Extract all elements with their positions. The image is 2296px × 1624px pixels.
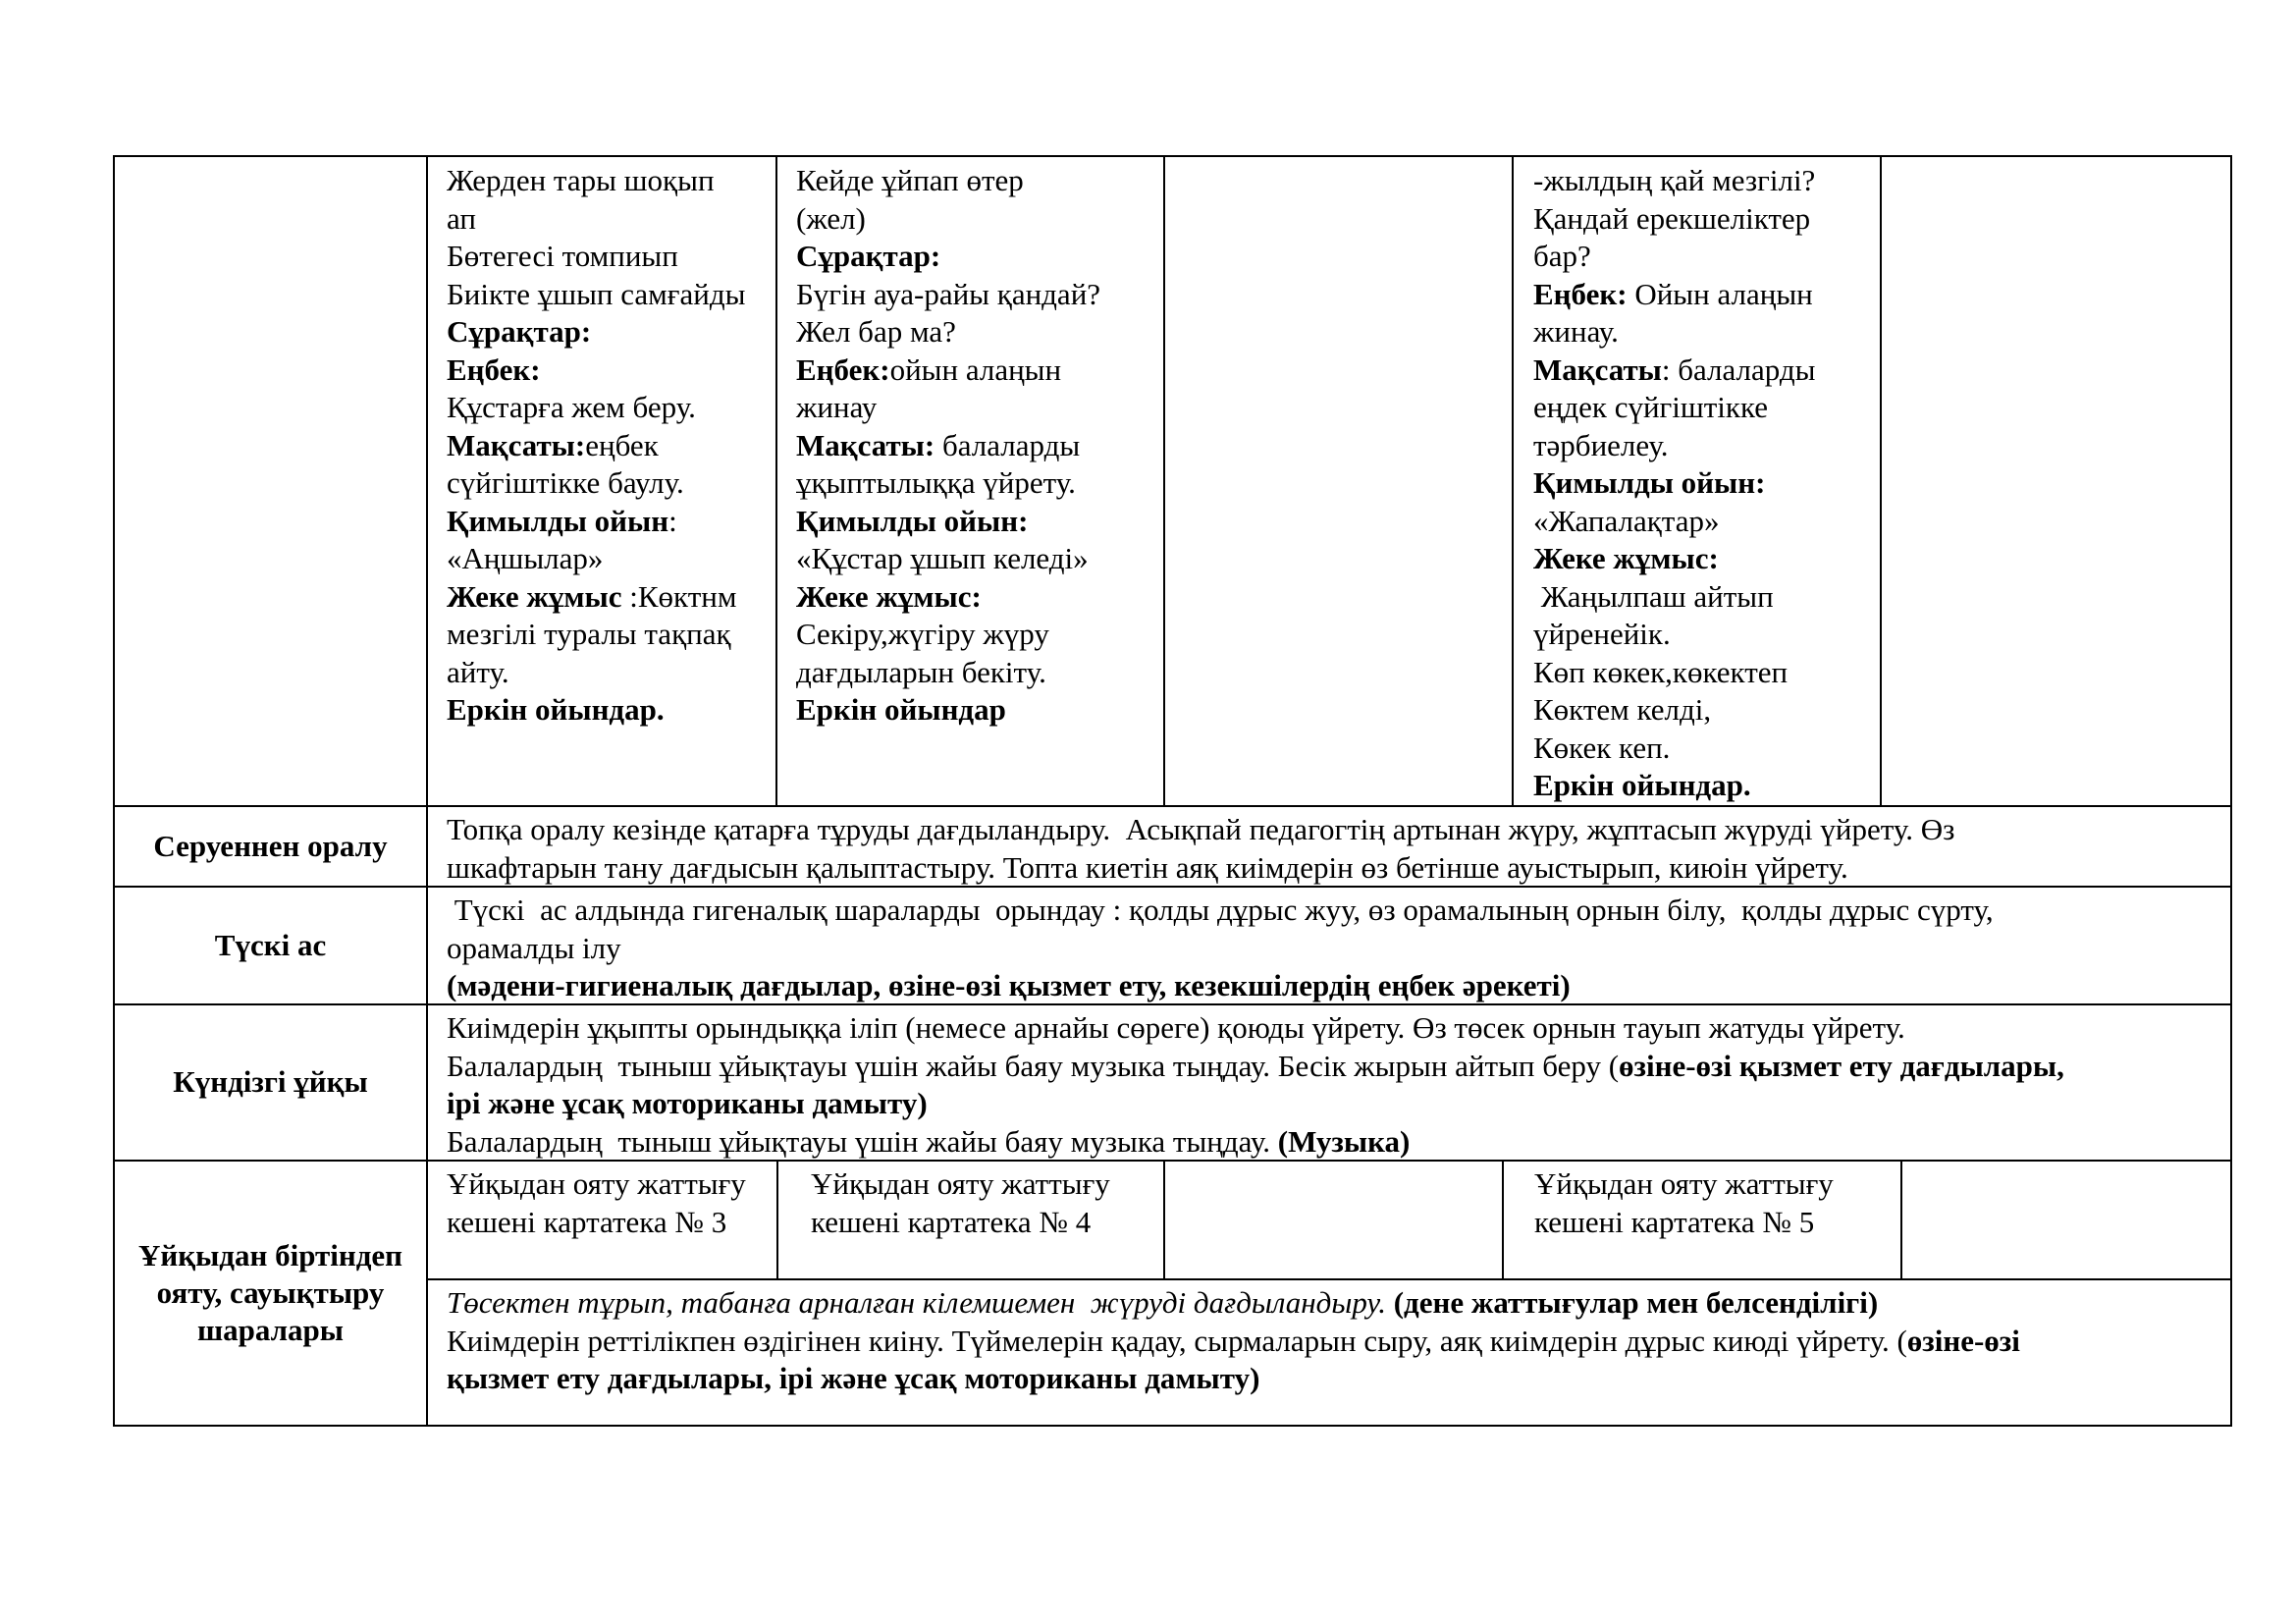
walk-thursday-cell-line <box>1533 313 1879 352</box>
wake-content-line <box>447 1323 2223 1361</box>
text: «Жапалақтар» <box>1533 503 1720 538</box>
text: Ойын алаңын <box>1634 276 1813 311</box>
bold-text: Сұрақтар: <box>447 314 592 349</box>
text: Түскі ас алдында гигеналық шараларды орындау : қолды дұрыс жуу, өз орамалының орнын білу, қолды дұрыс сүрту, <box>447 893 1994 927</box>
wake-label-line-1: Ұйқыдан біртіндеп <box>137 1238 403 1272</box>
bold-text: (Музыка) <box>1277 1123 1411 1159</box>
walk-tuesday-cell-line <box>796 503 1164 541</box>
walk-monday-cell-line <box>447 578 775 617</box>
walk-monday-cell-line <box>447 503 775 541</box>
sleep-content-line <box>447 1048 2223 1086</box>
walk-thursday-cell-line <box>1533 654 1879 692</box>
walk-tuesday-cell-line <box>796 352 1164 390</box>
text: Төсектен тұрып, табанға арналған кілемшемен жүруді дағдыландыру. <box>447 1285 1394 1320</box>
walk-thursday-cell-line <box>1533 276 1879 314</box>
text: -жылдың қай мезгілі? <box>1533 163 1816 197</box>
walk-thursday-cell-line <box>1533 691 1879 730</box>
text: Киімдерін реттілікпен өздігінен киіну. Түймелерін қадау, сырмаларын сыру, аяқ киімдерін дұрыс киюді үйрету. ( <box>447 1323 1907 1358</box>
text: үйренейік. <box>1533 617 1671 651</box>
bold-text: (мәдени-гигиеналық дағдылар, өзіне-өзі қызмет ету, кезекшілердің еңбек әрекеті) <box>447 968 1571 1002</box>
text: Бөтегесі томпиып <box>447 239 678 273</box>
walk-thursday-cell-line <box>1533 730 1879 768</box>
text: сүйгіштікке баулу. <box>447 465 684 500</box>
walk-tuesday-cell-line <box>796 540 1164 578</box>
lunch-content-line <box>447 967 2223 1005</box>
label-column-divider <box>426 155 428 1427</box>
text: :Көктнм <box>629 578 737 614</box>
wake-content-line <box>447 1360 2223 1398</box>
walk-thursday-cell-line <box>1533 767 1879 805</box>
text: Киімдерін ұқыпты орындыққа іліп (немесе арнайы сөреге) қоюды үйрету. Өз төсек орнын тауып жатуды үйрету. <box>447 1010 1905 1045</box>
text: жинау <box>796 390 878 424</box>
walk-thursday-cell-line <box>1533 540 1879 578</box>
col-divider-top-3 <box>1512 155 1514 807</box>
text: ұқыптылыққа үйрету. <box>796 465 1076 500</box>
col-divider-top-1 <box>775 155 777 807</box>
walk-thursday-cell-line <box>1533 352 1879 390</box>
wake-exercise-4-line-2: кешені картатека № 4 <box>811 1204 1092 1239</box>
bold-text: ірі және ұсақ моториканы дамыту) <box>447 1086 928 1120</box>
walk-tuesday-cell-line <box>796 691 1164 730</box>
bold-text: Еркін ойындар. <box>447 692 665 727</box>
col-divider-wake-4 <box>1900 1160 1902 1280</box>
walk-thursday-cell-line <box>1533 503 1879 541</box>
text: Бүгін ауа-райы қандай? <box>796 276 1101 311</box>
text: : <box>668 503 677 538</box>
bold-text: Мақсаты <box>1533 352 1662 387</box>
walk-monday-cell-line <box>447 162 775 200</box>
bold-text: Мақсаты: <box>796 427 942 462</box>
bold-text: Жеке жұмыс <box>447 578 630 614</box>
walk-thursday-cell-line <box>1533 616 1879 654</box>
return-content-line <box>447 849 2223 888</box>
bold-text: Қимылды ойын: <box>1533 465 1766 500</box>
wake-exercise-3-line-1: Ұйқыдан ояту жаттығу <box>447 1166 746 1201</box>
row-label-lunch: Түскі ас <box>214 927 327 962</box>
sleep-content <box>447 1009 2223 1161</box>
text: бар? <box>1533 239 1591 273</box>
walk-monday-cell-line <box>447 238 775 276</box>
bold-text: Қимылды ойын: <box>796 503 1029 538</box>
lunch-content-line <box>447 930 2223 968</box>
wake-exercise-4 <box>811 1165 1159 1241</box>
wake-exercise-4-line-1: Ұйқыдан ояту жаттығу <box>811 1166 1110 1201</box>
walk-tuesday-cell-line <box>796 578 1164 617</box>
sleep-content-line <box>447 1009 2223 1048</box>
walk-tuesday-cell-line <box>796 616 1164 654</box>
text: (жел) <box>796 200 866 236</box>
walk-thursday-cell-line <box>1533 162 1879 200</box>
col-divider-wake-2 <box>1163 1160 1165 1280</box>
table-border-right <box>2230 155 2232 1427</box>
bold-text: қызмет ету дағдылары, ірі және ұсақ моториканы дамыту) <box>447 1361 1260 1395</box>
wake-content <box>447 1284 2223 1398</box>
walk-monday-cell-line <box>447 200 775 239</box>
return-content-line <box>447 811 2223 849</box>
table-border-top <box>113 155 2232 157</box>
text: мезгілі туралы тақпақ <box>447 617 731 651</box>
bold-text: Еңбек: <box>796 352 890 387</box>
text: Секіру,жүгіру жүру <box>796 617 1049 651</box>
text: Балалардың тыныш ұйықтауы үшін жайы баяу музыка тыңдау. <box>447 1123 1278 1159</box>
text: Жерден тары шоқып <box>447 163 715 197</box>
walk-tuesday-cell <box>796 162 1164 730</box>
walk-tuesday-cell-line <box>796 654 1164 692</box>
bold-text: Мақсаты: <box>447 427 586 462</box>
wake-exercise-5-line-2: кешені картатека № 5 <box>1534 1204 1815 1239</box>
walk-monday-cell-line <box>447 313 775 352</box>
bold-text: Жеке жұмыс: <box>1533 541 1719 575</box>
walk-tuesday-cell-line <box>796 464 1164 503</box>
walk-tuesday-cell-line <box>796 162 1164 200</box>
text: Қандай ерекшеліктер <box>1533 200 1811 236</box>
text: «Аңшылар» <box>447 541 604 575</box>
wake-exercise-5 <box>1534 1165 1897 1241</box>
text: Биікте ұшып самғайды <box>447 276 746 311</box>
wake-label-line-2: ояту, сауықтыру <box>156 1275 385 1310</box>
text: Топқа оралу кезінде қатарға тұруды дағдыландыру. Асықпай педагогтің артынан жүру, жұптасып жүруді үйрету. Өз <box>447 812 1955 846</box>
walk-thursday-cell-line <box>1533 464 1879 503</box>
text: еңбек <box>585 427 659 462</box>
walk-thursday-cell-line <box>1533 238 1879 276</box>
text: Көктем келді, <box>1533 692 1712 727</box>
walk-monday-cell-line <box>447 352 775 390</box>
text: балаларды <box>941 427 1081 462</box>
text: тәрбиелеу. <box>1533 427 1669 462</box>
bold-text: Қимылды ойын <box>447 503 669 538</box>
walk-tuesday-cell-line <box>796 389 1164 427</box>
row-label-wake <box>115 1162 426 1425</box>
bold-text: Еркін ойындар <box>796 692 1006 727</box>
wake-content-line <box>447 1284 2223 1323</box>
text: Жел бар ма? <box>796 314 956 349</box>
bold-text: өзіне-өзі <box>1906 1323 2020 1358</box>
bold-text: Еңбек: <box>1533 276 1635 311</box>
row-divider-1 <box>113 805 2232 807</box>
walk-thursday-cell-line <box>1533 578 1879 617</box>
walk-monday-cell-line <box>447 276 775 314</box>
text: шкафтарын тану дағдысын қалыптастыру. Топта киетін аяқ киімдерін өз бетінше ауыстырып, киюін үйрету. <box>447 849 1848 885</box>
walk-monday-cell-line <box>447 389 775 427</box>
walk-monday-cell <box>447 162 775 730</box>
row-label-return: Серуеннен оралу <box>153 828 388 863</box>
walk-monday-cell-line <box>447 427 775 465</box>
row-label-sleep: Күндізгі ұйқы <box>173 1064 368 1100</box>
walk-tuesday-cell-line <box>796 238 1164 276</box>
text: Кейде ұйпап өтер <box>796 163 1024 197</box>
lunch-content <box>447 892 2223 1005</box>
walk-monday-cell-line <box>447 654 775 692</box>
text: Балалардың тыныш ұйықтауы үшін жайы баяу музыка тыңдау. Бесік жырын айтып беру ( <box>447 1048 1620 1083</box>
text: : балаларды <box>1661 352 1816 387</box>
sleep-content-line <box>447 1085 2223 1123</box>
text: «Құстар ұшып келеді» <box>796 541 1089 575</box>
text: Жаңылпаш айтып <box>1533 578 1774 614</box>
row-divider-5 <box>426 1278 2232 1280</box>
walk-thursday-cell-line <box>1533 389 1879 427</box>
table-border-bottom <box>113 1425 2232 1427</box>
lunch-content-line <box>447 892 2223 930</box>
text: Көкек кеп. <box>1533 730 1671 765</box>
walk-monday-cell-line <box>447 691 775 730</box>
text: Көп көкек,көкектеп <box>1533 654 1789 689</box>
walk-thursday-cell-line <box>1533 427 1879 465</box>
wake-exercise-5-line-1: Ұйқыдан ояту жаттығу <box>1534 1166 1834 1201</box>
walk-monday-cell-line <box>447 464 775 503</box>
walk-monday-cell-line <box>447 616 775 654</box>
text: ойын алаңын <box>889 352 1062 387</box>
bold-text: (дене жаттығулар мен белсенділігі) <box>1393 1285 1879 1320</box>
sleep-content-line <box>447 1123 2223 1162</box>
walk-tuesday-cell-line <box>796 427 1164 465</box>
bold-text: Сұрақтар: <box>796 239 941 273</box>
walk-monday-cell-line <box>447 540 775 578</box>
text: ап <box>447 200 476 236</box>
wake-exercise-3 <box>447 1165 775 1241</box>
bold-text: Жеке жұмыс: <box>796 578 982 614</box>
walk-thursday-cell <box>1533 162 1879 805</box>
wake-exercise-3-line-2: кешені картатека № 3 <box>447 1204 727 1239</box>
bold-text: Еркін ойындар. <box>1533 768 1751 802</box>
text: Құстарға жем беру. <box>447 390 696 424</box>
text: дағдыларын бекіту. <box>796 654 1046 689</box>
walk-thursday-cell-line <box>1533 200 1879 239</box>
return-content <box>447 811 2223 887</box>
walk-tuesday-cell-line <box>796 276 1164 314</box>
text: еңдек сүйгіштікке <box>1533 390 1769 424</box>
walk-tuesday-cell-line <box>796 200 1164 239</box>
walk-tuesday-cell-line <box>796 313 1164 352</box>
text: жинау. <box>1533 314 1619 349</box>
text: айту. <box>447 654 509 689</box>
bold-text: өзіне-өзі қызмет ету дағдылары, <box>1619 1048 2064 1083</box>
col-divider-wake-3 <box>1502 1160 1504 1280</box>
bold-text: Еңбек: <box>447 352 541 387</box>
col-divider-wake-1 <box>776 1160 778 1280</box>
text: орамалды ілу <box>447 930 621 965</box>
wake-label-line-3: шаралары <box>196 1313 345 1347</box>
col-divider-top-4 <box>1880 155 1882 807</box>
